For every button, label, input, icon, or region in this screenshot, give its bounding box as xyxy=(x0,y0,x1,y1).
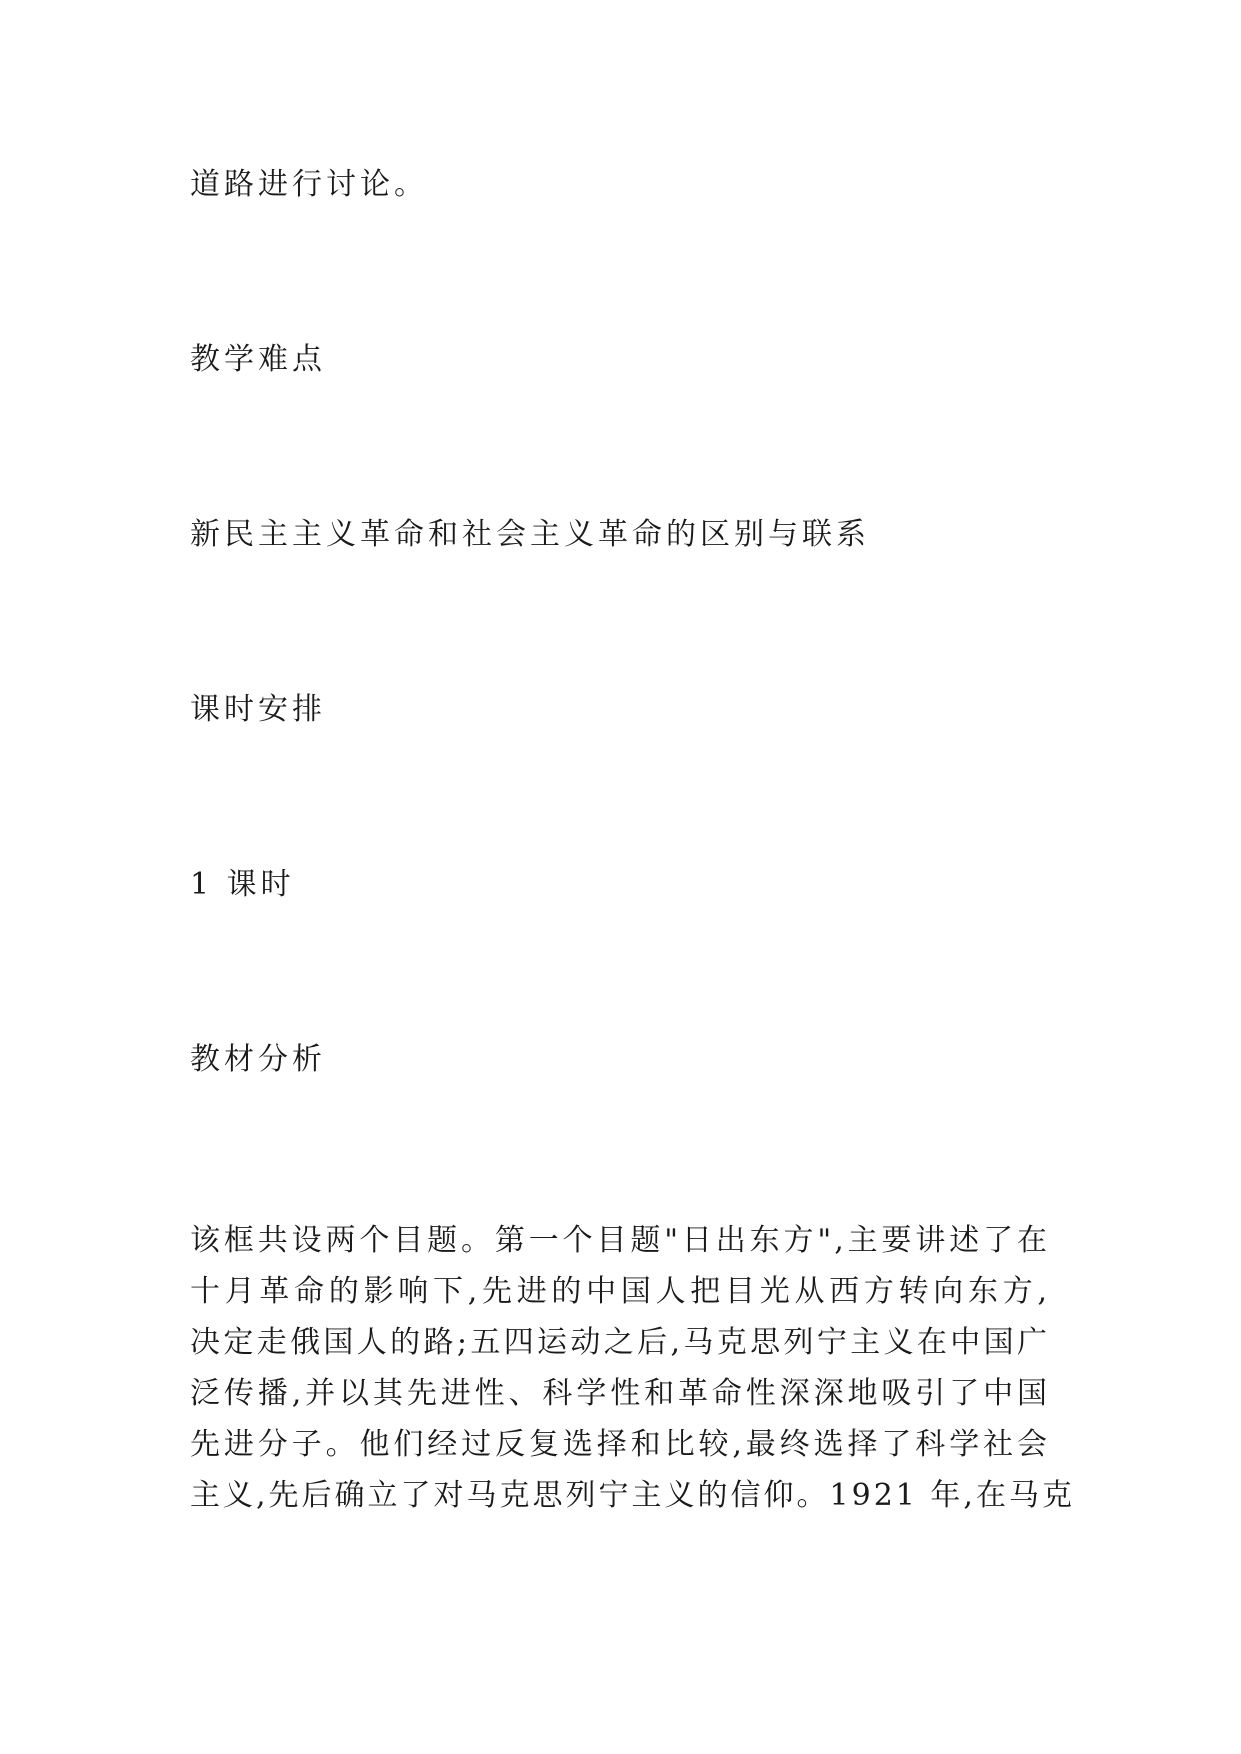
paragraph-line: 决定走俄国人的路;五四运动之后,马克思列宁主义在中国广 xyxy=(190,1325,1050,1360)
paragraph-difficulty-content: 新民主主义革命和社会主义革命的区别与联系 xyxy=(190,517,870,552)
paragraph-line: 先进分子。他们经过反复选择和比较,最终选择了科学社会 xyxy=(190,1427,1050,1462)
heading-class-schedule: 课时安排 xyxy=(190,692,326,727)
paragraph-line: 该框共设两个目题。第一个目题"日出东方",主要讲述了在 xyxy=(190,1223,1050,1258)
heading-teaching-difficulty: 教学难点 xyxy=(190,342,326,377)
paragraph-line: 十月革命的影响下,先进的中国人把目光从西方转向东方, xyxy=(190,1274,1050,1309)
paragraph-line: 主义,先后确立了对马克思列宁主义的信仰。1921 年,在马克 xyxy=(190,1478,1075,1513)
paragraph-line: 泛传播,并以其先进性、科学性和革命性深深地吸引了中国 xyxy=(190,1376,1050,1411)
paragraph-class-hours: 1 课时 xyxy=(190,867,295,902)
heading-textbook-analysis: 教材分析 xyxy=(190,1042,326,1077)
paragraph-textbook-analysis xyxy=(190,1215,1075,1521)
paragraph-continuation: 道路进行讨论。 xyxy=(190,167,428,202)
